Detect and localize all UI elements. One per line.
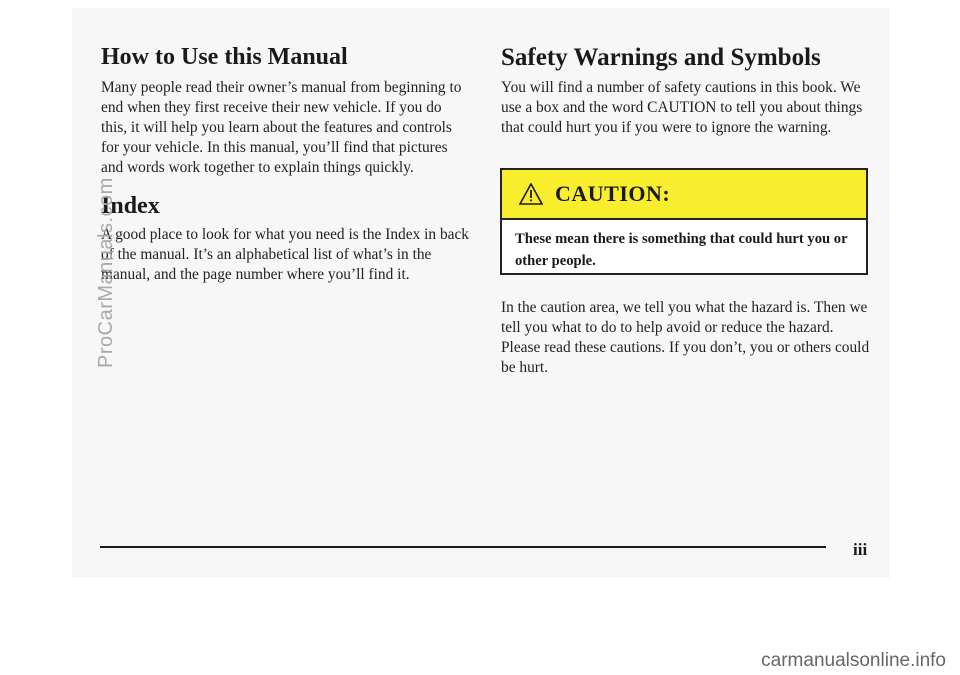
warning-triangle-icon <box>519 183 543 205</box>
heading-how-to-use: How to Use this Manual <box>101 44 348 70</box>
paragraph-index: A good place to look for what you need is the Index in back of the manual. It’s an alphabetical list of what’s in the manual, and the page number where you’ll find it. <box>101 226 469 283</box>
heading-index: Index <box>101 193 160 219</box>
caution-box <box>500 168 868 275</box>
footer-site-text: carmanualsonline.info <box>761 650 946 671</box>
paragraph-caution-area: In the caution area, we tell you what the hazard is. Then we tell you what to do to help avoid or reduce the hazard. Please read these cautions. If you don’t, you or others could be hurt. <box>501 299 870 376</box>
page-number: iii <box>853 540 868 559</box>
caution-label: CAUTION: <box>555 181 671 206</box>
paragraph-how-to-use: Many people read their owner’s manual from beginning to end when they first receive their new vehicle. If you do this, it will help you learn about the features and controls for your vehicle. In this manual, you’ll find that pictures and words work together to explain things quickly. <box>101 79 462 176</box>
caution-body-text: These mean there is something that could hurt you or other people. <box>515 231 848 269</box>
footer-rule <box>100 546 826 548</box>
paragraph-safety-intro: You will find a number of safety cautions in this book. We use a box and the word CAUTION to tell you about things that could hurt you if you were to ignore the warning. <box>501 79 863 136</box>
caution-header <box>502 170 866 220</box>
heading-safety-warnings: Safety Warnings and Symbols <box>501 44 821 71</box>
watermark-text: ProCarManuals.com <box>95 177 117 368</box>
